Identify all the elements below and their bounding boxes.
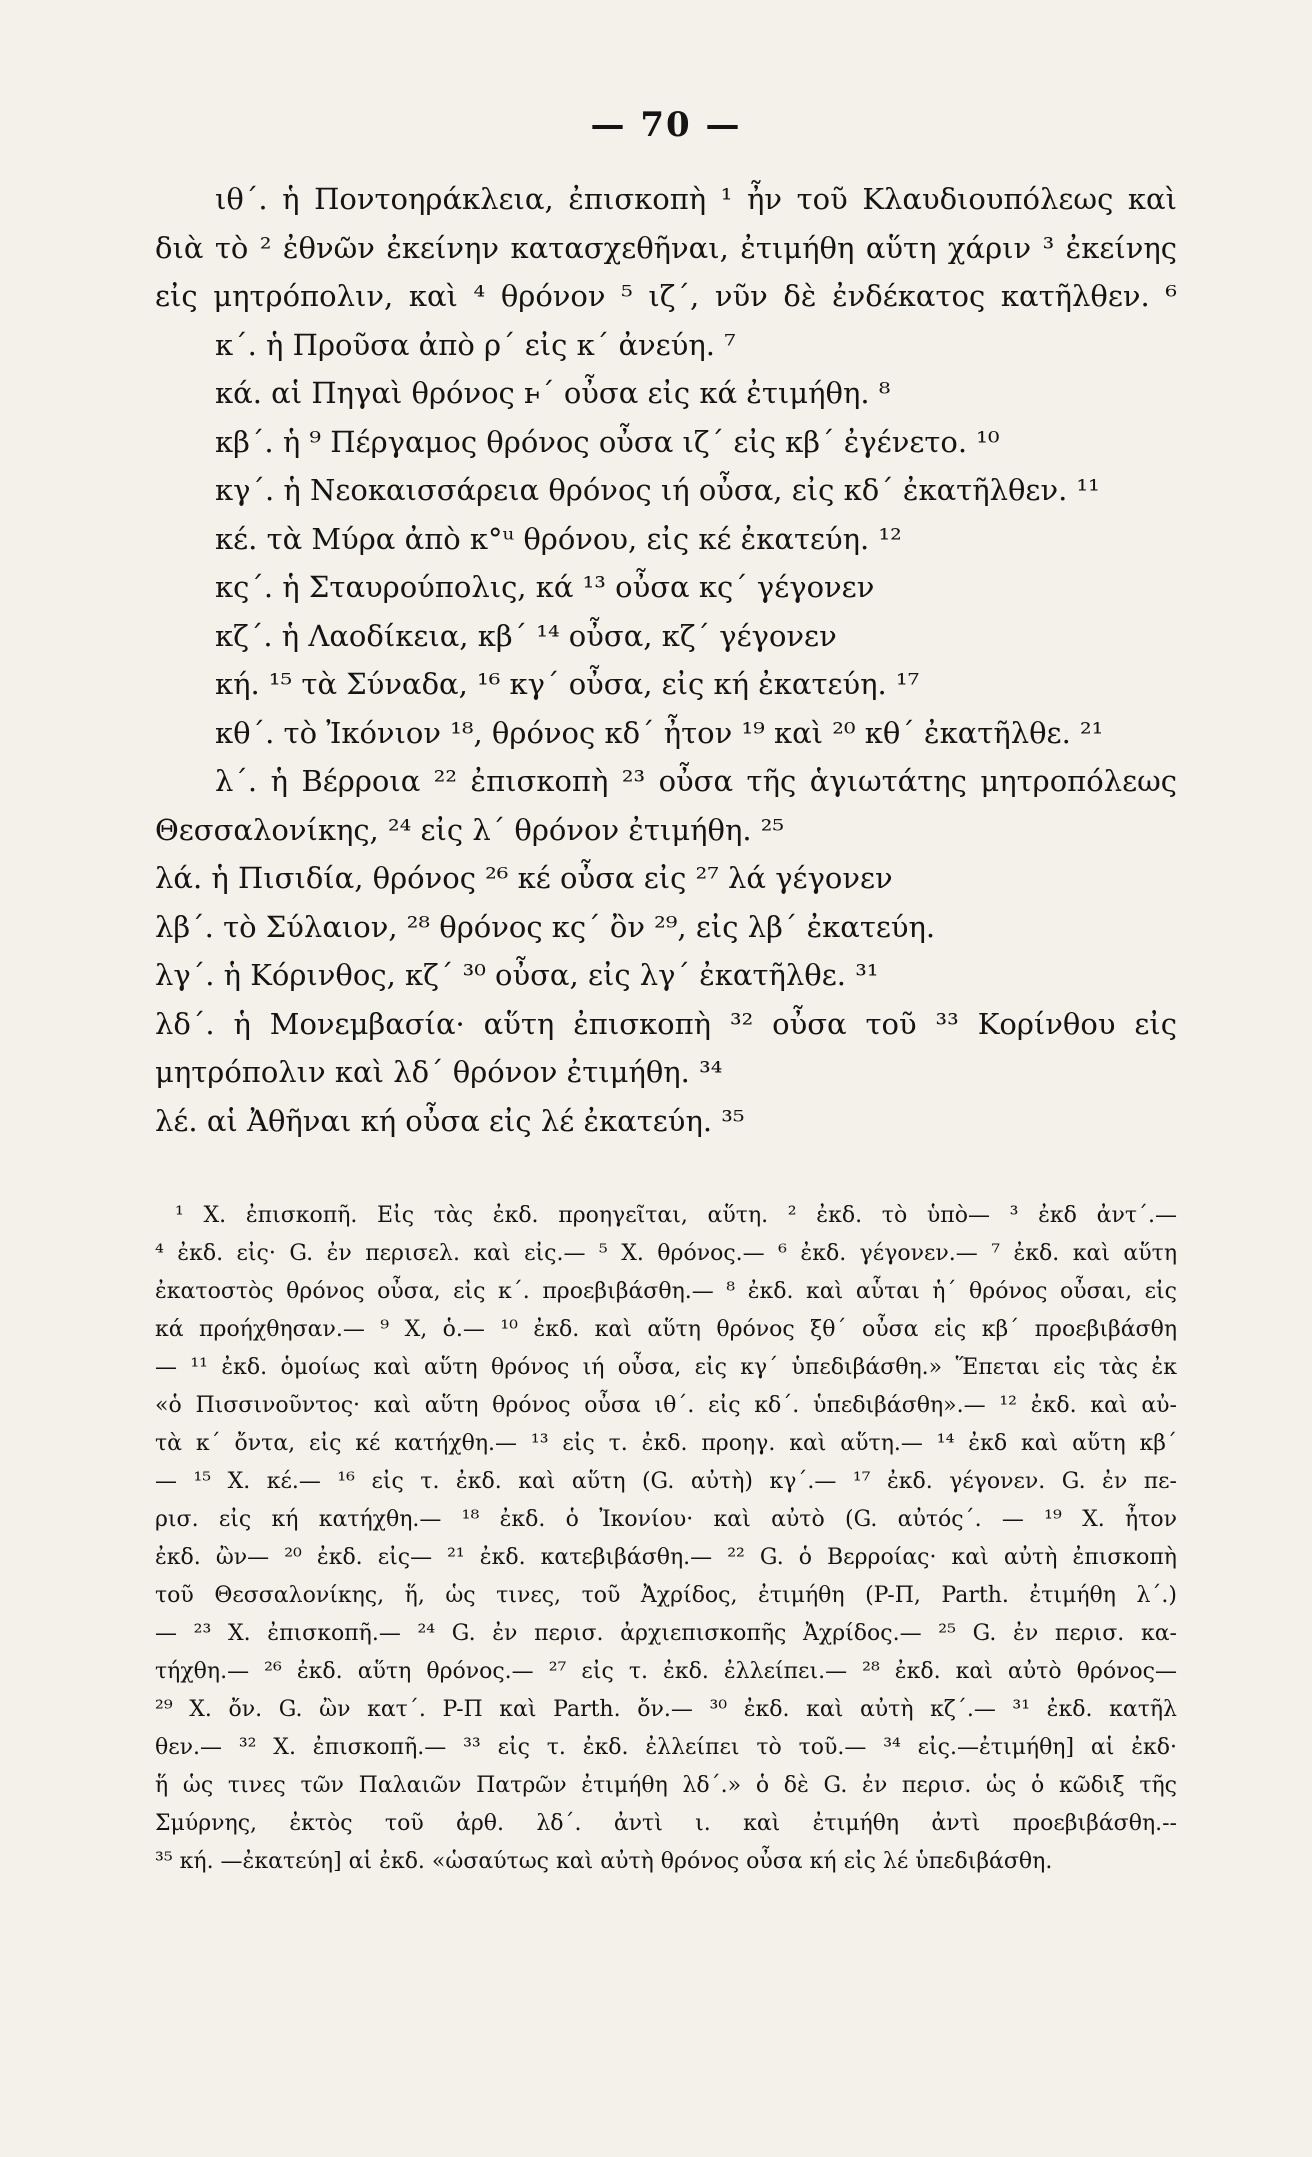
footnote-line: «ὁ Πισσινοῦντος· καὶ αὕτη θρόνος οὖσα ιθ΄. εἰς κδ΄. ὑπεδιβάσθη».— ¹² ἐκδ. καὶ αὐ- [155,1393,1177,1418]
footnote-line: ³⁵ κή. —ἐκατεύη] αἱ ἐκδ. «ὡσαύτως καὶ αὐτὴ θρόνος οὖσα κή εἰς λέ ὑπεδιβάσθη. [155,1849,1053,1874]
text-line: λέ. αἱ Ἀθῆναι κή οὖσα εἰς λέ ἐκατεύη. ³⁵ [155,1103,745,1138]
footnote-line: θεν.— ³² Χ. ἐπισκοπῆ.— ³³ εἰς τ. ἐκδ. ἐλλείπει τὸ τοῦ.— ³⁴ εἰς.—ἐτιμήθη] αἱ ἐκδ· [155,1735,1177,1760]
text-line: λβ΄. τὸ Σύλαιον, ²⁸ θρόνος κς΄ ὂν ²⁹, εἰς λβ΄ ἐκατεύη. [155,909,936,944]
footnote-line: τὰ κ΄ ὄντα, εἰς κέ κατήχθη.— ¹³ εἰς τ. ἐκδ. προηγ. καὶ αὕτη.— ¹⁴ ἐκδ καὶ αὕτη κβ΄ [155,1431,1177,1456]
footnote-line: — ¹⁵ Χ. κέ.— ¹⁶ εἰς τ. ἐκδ. καὶ αὕτη (G. αὐτὴ) κγ΄.— ¹⁷ ἐκδ. γέγονεν. G. ἐν πε- [155,1469,1177,1494]
text-line: κβ΄. ἡ ⁹ Πέργαμος θρόνος οὖσα ιζ΄ εἰς κβ΄ ἐγένετο. ¹⁰ [215,424,1000,459]
text-line: λ΄. ἡ Βέρροια ²² ἐπισκοπὴ ²³ οὖσα τῆς ἁγιωτάτης μητροπόλεως [215,764,1177,798]
footnote-line: ²⁹ Χ. ὄν. G. ὢν κατ΄. P-Π καὶ Parth. ὄν.— ³⁰ ἐκδ. καὶ αὐτὴ κζ΄.— ³¹ ἐκδ. κατῆλ [155,1697,1177,1722]
text-line: λδ΄. ἡ Μονεμβασία· αὕτη ἐπισκοπὴ ³² οὖσα τοῦ ³³ Κορίνθου εἰς [155,1006,1177,1041]
footnote-line: τήχθη.— ²⁶ ἐκδ. αὕτη θρόνος.— ²⁷ εἰς τ. ἐκδ. ἐλλείπει.— ²⁸ ἐκδ. καὶ αὐτὸ θρόνος— [155,1659,1177,1684]
footnote-line: — ¹¹ ἐκδ. ὁμοίως καὶ αὕτη θρόνος ιή οὖσα, εἰς κγ΄ ὑπεδιβάσθη.» Ἕπεται εἰς τὰς ἐκ [155,1355,1177,1380]
text-line: κ΄. ἡ Προῦσα ἀπὸ ρ΄ εἰς κ΄ ἀνεύη. ⁷ [215,327,736,362]
footnote-line: ⁴ ἐκδ. εἰς· G. ἐν περισελ. καὶ εἰς.— ⁵ Χ. θρόνος.— ⁶ ἐκδ. γέγονεν.— ⁷ ἐκδ. καὶ αὕτη [155,1241,1177,1266]
footnote-line: — ²³ Χ. ἐπισκοπῆ.— ²⁴ G. ἐν περισ. ἀρχιεπισκοπῆς Ἀχρίδος.— ²⁵ G. ἐν περισ. κα- [155,1621,1177,1646]
text-line: λά. ἡ Πισιδία, θρόνος ²⁶ κέ οὖσα εἰς ²⁷ λά γέγονεν [155,861,893,895]
footnote-line: ρισ. εἰς κή κατήχθη.— ¹⁸ ἐκδ. ὁ Ἰκονίου· καὶ αὐτὸ (G. αὐτός΄. — ¹⁹ Χ. ἦτον [155,1507,1177,1532]
footnotes [155,1197,1177,1881]
text-line: μητρόπολιν καὶ λδ΄ θρόνον ἐτιμήθη. ³⁴ [155,1055,723,1089]
footnote-line: ¹ Χ. ἐπισκοπῆ. Εἰς τὰς ἐκδ. προηγεῖται, αὕτη. ² ἐκδ. τὸ ὑπὸ— ³ ἐκδ ἀντ΄.— [175,1203,1177,1228]
text-line: κζ΄. ἡ Λαοδίκεια, κβ΄ ¹⁴ οὖσα, κζ΄ γέγονεν [215,618,837,653]
footnote-line: Σμύρνης, ἐκτὸς τοῦ ἀρθ. λδ΄. ἀντὶ ι. καὶ ἐτιμήθη ἀντὶ προεβιβάσθη.-- [155,1811,1177,1836]
page-number: — 70 — [590,105,742,145]
main-text [155,175,1177,1145]
text-line: κή. ¹⁵ τὰ Σύναδα, ¹⁶ κγ΄ οὖσα, εἰς κή ἐκατεύη. ¹⁷ [215,667,920,701]
text-line: κθ΄. τὸ Ἰκόνιον ¹⁸, θρόνος κδ΄ ἦτον ¹⁹ καὶ ²⁰ κθ΄ ἐκατῆλθε. ²¹ [215,715,1104,750]
footnote-line: κά προήχθησαν.— ⁹ Χ, ὁ.— ¹⁰ ἐκδ. καὶ αὕτη θρόνος ξθ΄ οὖσα εἰς κβ΄ προεβιβάσθη [155,1317,1177,1342]
text-line: κέ. τὰ Μύρα ἀπὸ κ°ᵘ θρόνου, εἰς κέ ἐκατεύη. ¹² [215,521,902,556]
text-line: ιθ΄. ἡ Ποντοηράκλεια, ἐπισκοπὴ ¹ ἦν τοῦ Κλαυδιουπόλεως καὶ [215,182,1177,216]
text-line: λγ΄. ἡ Κόρινθος, κζ΄ ³⁰ οὖσα, εἰς λγ΄ ἐκατῆλθε. ³¹ [155,958,879,992]
footnote-line: ἥ ὡς τινες τῶν Παλαιῶν Πατρῶν ἐτιμήθη λδ΄.» ὁ δὲ G. ἐν περισ. ὡς ὁ κῶδιξ τῆς [155,1773,1177,1798]
text-line: κς΄. ἡ Σταυρούπολις, κά ¹³ οὖσα κς΄ γέγονεν [215,570,875,604]
text-line: εἰς μητρόπολιν, καὶ ⁴ θρόνον ⁵ ιζ΄, νῦν δὲ ἐνδέκατος κατῆλθεν. ⁶ [155,279,1177,313]
footnote-line: τοῦ Θεσσαλονίκης, ἥ, ὡς τινες, τοῦ Ἀχρίδος, ἐτιμήθη (P-Π, Parth. ἐτιμήθη λ΄.) [155,1583,1177,1608]
text-line: κά. αἱ Πηγαὶ θρόνος ⱶ΄ οὖσα εἰς κά ἐτιμήθη. ⁸ [215,376,891,410]
footnote-line: ἐκατοστὸς θρόνος οὖσα, εἰς κ΄. προεβιβάσθη.— ⁸ ἐκδ. καὶ αὗται ἡ΄ θρόνος οὖσαι, εἰς [155,1279,1177,1304]
text-line: διὰ τὸ ² ἐθνῶν ἐκείνην κατασχεθῆναι, ἐτιμήθη αὕτη χάριν ³ ἐκείνης [155,230,1177,265]
text-line: κγ΄. ἡ Νεοκαισσάρεια θρόνος ιή οὖσα, εἰς κδ΄ ἐκατῆλθεν. ¹¹ [215,473,1100,507]
text-line: Θεσσαλονίκης, ²⁴ εἰς λ΄ θρόνον ἐτιμήθη. ²⁵ [155,812,785,847]
footnote-line: ἐκδ. ὢν— ²⁰ ἐκδ. εἰς— ²¹ ἐκδ. κατεβιβάσθη.— ²² G. ὁ Βερροίας· καὶ αὐτὴ ἐπισκοπὴ [155,1545,1177,1570]
